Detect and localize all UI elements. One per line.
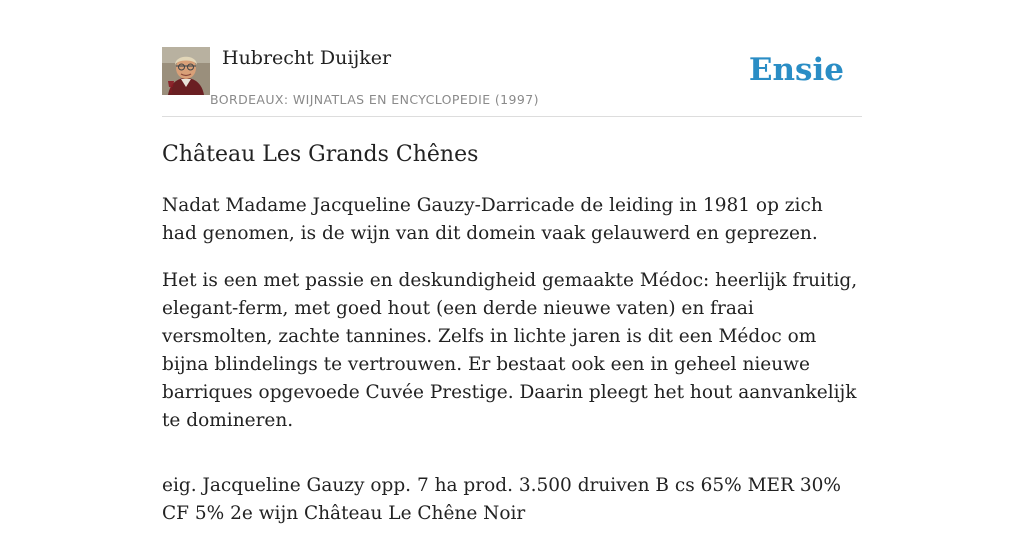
paragraph-intro: Nadat Madame Jacqueline Gauzy-Darricade de leiding in 1981 op zich had genomen, is de wijn van dit domein vaak gelauwerd en geprezen. (162, 195, 823, 244)
author-avatar[interactable] (162, 47, 210, 95)
article-title: Château Les Grands Chênes (162, 142, 479, 167)
article-body (162, 192, 862, 547)
article-header (162, 45, 862, 117)
paragraph-facts: eig. Jacqueline Gauzy opp. 7 ha prod. 3.500 druiven B cs 65% MER 30% CF 5% 2e wijn Château Le Chêne Noir (162, 475, 841, 524)
ensie-logo[interactable]: Ensie (748, 52, 844, 88)
source-title: BORDEAUX: WIJNATLAS EN ENCYCLOPEDIE (1997) (210, 92, 539, 107)
author-name[interactable]: Hubrecht Duijker (222, 47, 392, 69)
paragraph-description: Het is een met passie en deskundigheid gemaakte Médoc: heerlijk fruitig, elegant-ferm, met goed hout (een derde nieuwe vaten) en fraai versmolten, zachte tannines. Zelfs in lichte jaren is dit een Médoc om bijna blindelings te vertrouwen. Er bestaat ook een in geheel nieuwe barriques opgevoede Cuvée Prestige. Daarin pleegt het hout aanvankelijk te domineren. (162, 270, 858, 431)
